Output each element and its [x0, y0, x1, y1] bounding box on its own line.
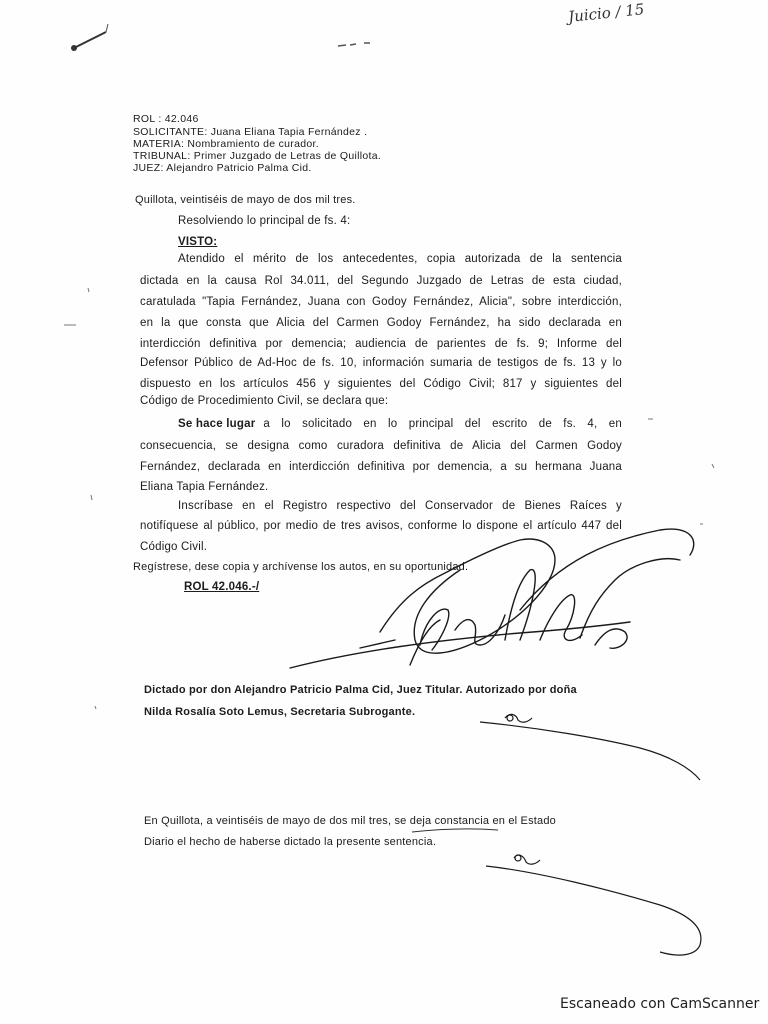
inscribase-line-1: Inscríbase en el Registro respectivo del Conservador de Bienes Raíces y	[178, 500, 622, 512]
constancia-line-2: Diario el hecho de haberse dictado la presente sentencia.	[144, 836, 437, 848]
header-solicitante: SOLICITANTE: Juana Eliana Tapia Fernández .	[133, 126, 368, 138]
visto-line-7: dispuesto en los artículos 456 y siguientes del Código Civil; 817 y siguientes del	[140, 378, 622, 390]
inscribase-line-3: Código Civil.	[140, 541, 208, 553]
ruling-line-2: consecuencia, se designa como curadora definitiva de Alicia del Carmen Godoy	[140, 440, 622, 452]
judge-signature	[290, 529, 694, 668]
resolution-date: Quillota, veintiséis de mayo de dos mil tres.	[135, 194, 356, 206]
ruling-first-line	[178, 418, 622, 430]
constancia-underline-stroke	[412, 829, 498, 832]
visto-line-8: Código de Procedimiento Civil, se declara que:	[140, 395, 389, 407]
stray-dash-mark	[338, 43, 370, 46]
visto-line-1: Atendido el mérito de los antecedentes, copia autorizada de la sentencia	[178, 253, 622, 265]
visto-line-6: Defensor Público de Ad-Hoc de fs. 10, información sumaria de testigos de fs. 13 y lo	[140, 357, 622, 369]
header-materia: MATERIA: Nombramiento de curador.	[133, 138, 319, 150]
rol-footer: ROL 42.046.-/	[184, 581, 260, 593]
visto-line-5: interdicción definitiva por demencia; audiencia de parientes de fs. 9; Informe del	[140, 338, 622, 350]
visto-line-2: dictada en la causa Rol 34.011, del Segundo Juzgado de Letras de esta ciudad,	[140, 275, 622, 287]
bottom-signature	[486, 855, 701, 955]
ruling-line-4: Eliana Tapia Fernández.	[140, 481, 269, 493]
stray-pen-mark-top-left	[71, 24, 108, 51]
visto-line-4: en la que consta que Alicia del Carmen Godoy Fernández, ha sido declarada en	[140, 317, 622, 329]
inscribase-line-2: notifíquese al público, por medio de tres avisos, conforme lo dispone el artículo 447 del	[140, 520, 622, 532]
header-rol: ROL : 42.046	[133, 113, 199, 125]
ruling-line-3: Fernández, declarada en interdicción definitiva por demencia, a su hermana Juana	[140, 461, 622, 473]
visto-heading: VISTO:	[178, 236, 218, 248]
camscanner-watermark: Escaneado con CamScanner	[560, 996, 760, 1012]
secretary-initials-signature	[480, 714, 700, 780]
resolving-clause: Resolviendo lo principal de fs. 4:	[178, 215, 351, 227]
dictado-line-2: Nilda Rosalía Soto Lemus, Secretaria Subrogante.	[144, 706, 416, 718]
header-tribunal: TRIBUNAL: Primer Juzgado de Letras de Quillota.	[133, 150, 382, 162]
constancia-line-1: En Quillota, a veintiséis de mayo de dos mil tres, se deja constancia en el Estado	[144, 815, 557, 827]
left-margin-marks	[64, 288, 714, 709]
ruling-first-text: a lo solicitado en lo principal del escrito de fs. 4, en	[263, 418, 622, 430]
ruling-se-hace-lugar: Se hace lugar	[178, 418, 256, 430]
header-juez: JUEZ: Alejandro Patricio Palma Cid.	[133, 162, 312, 174]
dictado-line-1: Dictado por don Alejandro Patricio Palma Cid, Juez Titular. Autorizado por doña	[144, 684, 577, 696]
visto-line-3: caratulada "Tapia Fernández, Juana con Godoy Fernández, Alicia", sobre interdicción,	[140, 296, 622, 308]
registrese-line: Regístrese, dese copia y archívense los autos, en su oportunidad.	[133, 561, 469, 573]
handwritten-folio-note: Juicio / 15	[567, 0, 646, 26]
